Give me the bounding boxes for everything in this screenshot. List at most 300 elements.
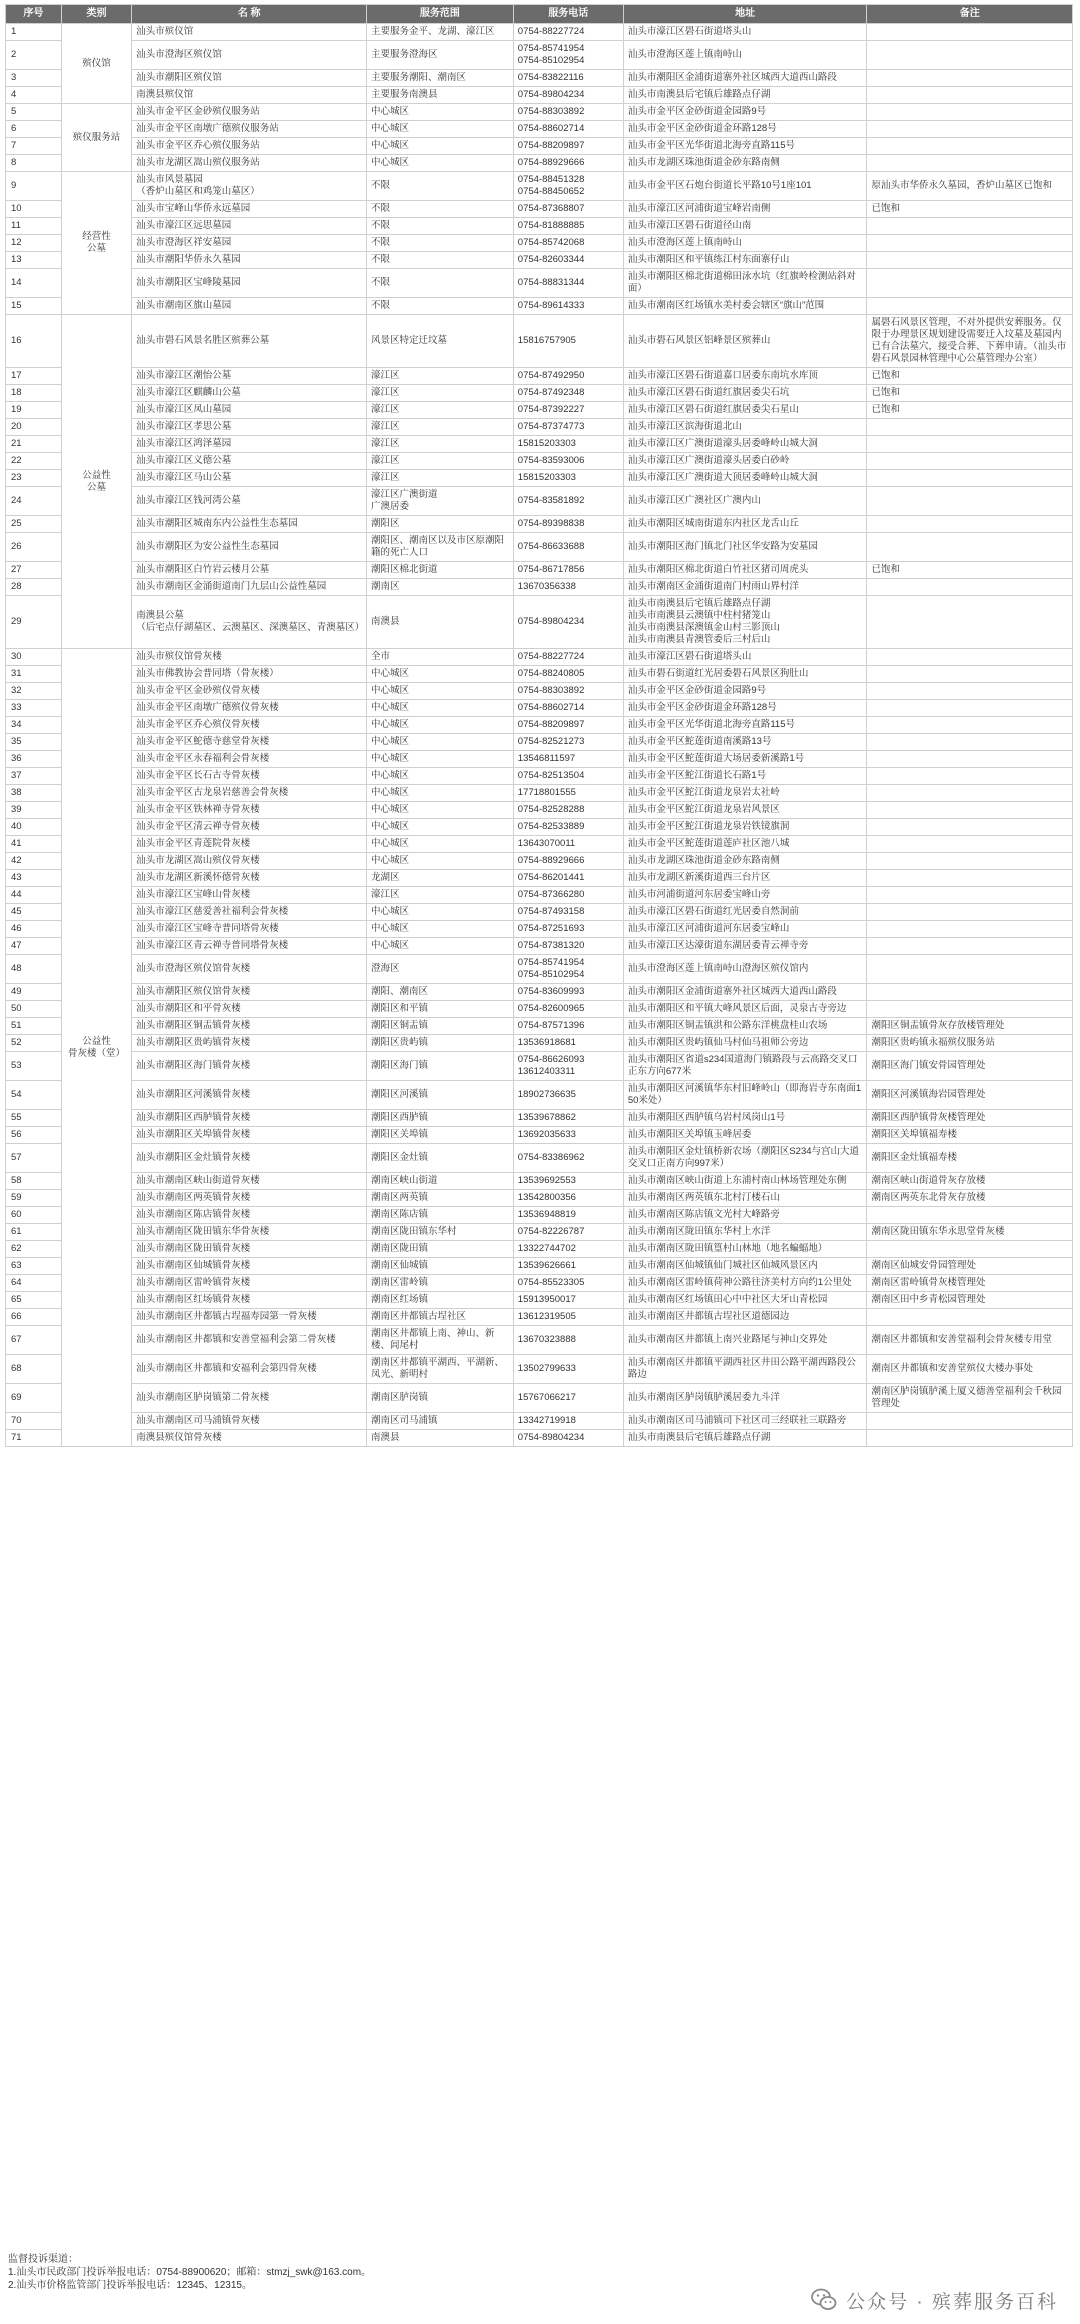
- row-number: 31: [6, 666, 62, 683]
- row-number: 25: [6, 516, 62, 533]
- table-row: [6, 1275, 1073, 1292]
- table-row: [6, 683, 1073, 700]
- service-phone: 0754-83386962: [513, 1144, 623, 1173]
- service-phone: 0754-89804234: [513, 1430, 623, 1447]
- facility-address: 汕头市南澳县后宅镇后雄路点仔湖: [623, 87, 867, 104]
- remark: [867, 768, 1073, 785]
- remark: [867, 436, 1073, 453]
- service-phone: 0754-88929666: [513, 155, 623, 172]
- facility-address: 汕头市濠江区礐石街道塔头山: [623, 24, 867, 41]
- service-scope: 潮南区雷岭镇: [367, 1275, 514, 1292]
- facility-name: 汕头市龙湖区嵩山殡仪服务站: [132, 155, 367, 172]
- service-scope: 潮南区仙城镇: [367, 1258, 514, 1275]
- service-scope: 濠江区: [367, 453, 514, 470]
- facility-name: 汕头市潮阳区和平骨灰楼: [132, 1001, 367, 1018]
- service-phone: 0754-83609993: [513, 984, 623, 1001]
- table-row: [6, 1081, 1073, 1110]
- service-phone: 0754-89614333: [513, 298, 623, 315]
- service-phone: 0754-82600965: [513, 1001, 623, 1018]
- service-scope: 潮阳区西胪镇: [367, 1110, 514, 1127]
- table-row: [6, 201, 1073, 218]
- row-number: 18: [6, 385, 62, 402]
- row-number: 5: [6, 104, 62, 121]
- service-scope: 中心城区: [367, 717, 514, 734]
- facility-address: 汕头市金平区光华街道北海旁直路115号: [623, 138, 867, 155]
- facility-name: 汕头市金平区金砂殡仪骨灰楼: [132, 683, 367, 700]
- facility-name: 汕头市澄海区殡仪馆骨灰楼: [132, 955, 367, 984]
- table-row: [6, 562, 1073, 579]
- facility-name: 汕头市濠江区潮怡公墓: [132, 368, 367, 385]
- facility-name: 汕头市金平区永春福利会骨灰楼: [132, 751, 367, 768]
- service-phone: 0754-81888885: [513, 218, 623, 235]
- service-phone: 0754-87251693: [513, 921, 623, 938]
- service-scope: 南澳县: [367, 1430, 514, 1447]
- facility-address: 汕头市潮南区胪岗镇胪溪居委九斗洋: [623, 1384, 867, 1413]
- facility-address: 汕头市龙湖区珠池街道金砂东路南侧: [623, 853, 867, 870]
- remark: [867, 252, 1073, 269]
- table-row: [6, 533, 1073, 562]
- facility-address: 汕头市南澳县后宅镇后雄路点仔湖: [623, 1430, 867, 1447]
- row-number: 35: [6, 734, 62, 751]
- service-scope: 潮阳区关埠镇: [367, 1127, 514, 1144]
- row-number: 51: [6, 1018, 62, 1035]
- facility-address: 汕头市濠江区达濠街道东湖居委青云禅寺旁: [623, 938, 867, 955]
- service-scope: 龙湖区: [367, 870, 514, 887]
- table-row: [6, 1309, 1073, 1326]
- facility-address: 汕头市金平区鮀江街道龙泉岩铁镜旗洞: [623, 819, 867, 836]
- facility-address: 汕头市金平区金砂街道金环路128号: [623, 121, 867, 138]
- remark: 潮阳区河溪镇海岩园管理处: [867, 1081, 1073, 1110]
- table-row: [6, 579, 1073, 596]
- table-row: [6, 298, 1073, 315]
- row-number: 50: [6, 1001, 62, 1018]
- remark: [867, 904, 1073, 921]
- row-number: 1: [6, 24, 62, 41]
- table-row: [6, 1355, 1073, 1384]
- remark: 潮阳区西胪镇骨灰楼管理处: [867, 1110, 1073, 1127]
- row-number: 14: [6, 269, 62, 298]
- service-phone: 13536948819: [513, 1207, 623, 1224]
- table-body: [6, 24, 1073, 1447]
- service-scope: 中心城区: [367, 836, 514, 853]
- facility-address: 汕头市潮阳区铜盂镇洪和公路东洋桃盘桂山农场: [623, 1018, 867, 1035]
- facility-name: 汕头市潮南区司马浦镇骨灰楼: [132, 1413, 367, 1430]
- remark: [867, 121, 1073, 138]
- remark: [867, 887, 1073, 904]
- service-scope: 不限: [367, 218, 514, 235]
- row-number: 3: [6, 70, 62, 87]
- service-phone: 0754-82226787: [513, 1224, 623, 1241]
- row-number: 4: [6, 87, 62, 104]
- row-number: 21: [6, 436, 62, 453]
- service-phone: 0754-82513504: [513, 768, 623, 785]
- service-phone: 13322744702: [513, 1241, 623, 1258]
- row-number: 55: [6, 1110, 62, 1127]
- service-phone: 13539692553: [513, 1173, 623, 1190]
- service-scope: 全市: [367, 649, 514, 666]
- facility-address: 汕头市濠江区礐石街道红旗居委尖石坑: [623, 385, 867, 402]
- remark: [867, 921, 1073, 938]
- service-scope: 风景区特定迁坟墓: [367, 315, 514, 368]
- service-phone: 13670323888: [513, 1326, 623, 1355]
- service-phone: 13539626661: [513, 1258, 623, 1275]
- funeral-services-table-container: [5, 4, 1073, 1447]
- facility-name: 汕头市潮阳区铜盂镇骨灰楼: [132, 1018, 367, 1035]
- remark: 潮南区峡山街道骨灰存放楼: [867, 1173, 1073, 1190]
- facility-address: 汕头市潮阳区关埠镇玉峰居委: [623, 1127, 867, 1144]
- remark: 潮南区雷岭镇骨灰楼管理处: [867, 1275, 1073, 1292]
- service-scope: 中心城区: [367, 700, 514, 717]
- table-row: [6, 1190, 1073, 1207]
- facility-name: 汕头市金平区清云禅寺骨灰楼: [132, 819, 367, 836]
- service-phone: 0754-88451328 0754-88450652: [513, 172, 623, 201]
- remark: [867, 235, 1073, 252]
- table-row: [6, 1173, 1073, 1190]
- service-scope: 潮阳区金灶镇: [367, 1144, 514, 1173]
- remark: [867, 1413, 1073, 1430]
- facility-address: 汕头市潮南区金涌街道南门村雨山界村洋: [623, 579, 867, 596]
- facility-address: 汕头市潮阳区棉北街道白竹社区猪司周虎头: [623, 562, 867, 579]
- header-phone: 服务电话: [513, 5, 623, 24]
- watermark: [810, 2286, 1058, 2314]
- service-phone: 0754-86626093 13612403311: [513, 1052, 623, 1081]
- table-row: [6, 453, 1073, 470]
- table-row: [6, 751, 1073, 768]
- remark: 已饱和: [867, 201, 1073, 218]
- service-scope: 濠江区: [367, 419, 514, 436]
- category-cell: 殡仪馆: [61, 24, 131, 104]
- service-phone: 0754-89804234: [513, 87, 623, 104]
- row-number: 39: [6, 802, 62, 819]
- service-phone: 0754-87392227: [513, 402, 623, 419]
- row-number: 56: [6, 1127, 62, 1144]
- row-number: 15: [6, 298, 62, 315]
- service-scope: 濠江区: [367, 368, 514, 385]
- row-number: 60: [6, 1207, 62, 1224]
- facility-name: 汕头市潮阳区宝峰陵墓园: [132, 269, 367, 298]
- service-phone: 0754-87368807: [513, 201, 623, 218]
- service-phone: 17718801555: [513, 785, 623, 802]
- row-number: 52: [6, 1035, 62, 1052]
- service-phone: 0754-87374773: [513, 419, 623, 436]
- facility-address: 汕头市礐石街道红光居委礐石风景区狗肚山: [623, 666, 867, 683]
- facility-address: 汕头市潮南区陇田镇篁村山林地（地名蝙蝠地）: [623, 1241, 867, 1258]
- service-phone: 13536918681: [513, 1035, 623, 1052]
- facility-name: 汕头市濠江区青云禅寺普同塔骨灰楼: [132, 938, 367, 955]
- facility-address: 汕头市潮南区陇田镇东华村上水洋: [623, 1224, 867, 1241]
- facility-name: 汕头市宝峰山华侨永远墓园: [132, 201, 367, 218]
- table-row: [6, 1207, 1073, 1224]
- service-phone: 0754-88209897: [513, 717, 623, 734]
- facility-name: 汕头市殡仪馆骨灰楼: [132, 649, 367, 666]
- facility-name: 汕头市濠江区孝思公墓: [132, 419, 367, 436]
- service-scope: 主要服务南澳县: [367, 87, 514, 104]
- row-number: 58: [6, 1173, 62, 1190]
- table-row: [6, 1241, 1073, 1258]
- remark: 潮南区井都镇和安善堂福利会骨灰楼专用堂: [867, 1326, 1073, 1355]
- service-scope: 中心城区: [367, 904, 514, 921]
- remark: [867, 1430, 1073, 1447]
- facility-name: 汕头市潮南区仙城镇骨灰楼: [132, 1258, 367, 1275]
- service-scope: 濠江区: [367, 436, 514, 453]
- facility-address: 汕头市潮南区井都镇平湖西社区井田公路平湖西路段公路边: [623, 1355, 867, 1384]
- row-number: 17: [6, 368, 62, 385]
- facility-address: 汕头市濠江区广澳街道濠头居委峰岭山城大洞: [623, 436, 867, 453]
- service-scope: 澄海区: [367, 955, 514, 984]
- service-phone: 0754-88303892: [513, 683, 623, 700]
- service-scope: 不限: [367, 201, 514, 218]
- facility-address: 汕头市潮南区红场镇田心中中社区大牙山青松园: [623, 1292, 867, 1309]
- remark: 已饱和: [867, 368, 1073, 385]
- remark: [867, 24, 1073, 41]
- facility-name: 南澳县公墓 （后宅点仔湖墓区、云澳墓区、深澳墓区、青澳墓区）: [132, 596, 367, 649]
- facility-address: 汕头市澄海区莲上镇南峙山: [623, 235, 867, 252]
- row-number: 28: [6, 579, 62, 596]
- row-number: 32: [6, 683, 62, 700]
- facility-address: 汕头市南澳县后宅镇后雄路点仔湖 汕头市南澳县云澳镇中柱村猪笼山 汕头市南澳县深澳镇金山村三影顶山 汕头市南澳县青澳管委后三村后山: [623, 596, 867, 649]
- remark: 属礐石风景区管理，不对外提供安葬服务。仅限于办理景区规划建设需要迁入坟墓及墓园内已有合法墓穴，接受合葬、下葬申请。（汕头市礐石风景园林管理中心公墓管理办公室）: [867, 315, 1073, 368]
- service-phone: 13692035633: [513, 1127, 623, 1144]
- row-number: 2: [6, 41, 62, 70]
- facility-name: 汕头市潮阳区殡仪馆骨灰楼: [132, 984, 367, 1001]
- table-row: [6, 904, 1073, 921]
- service-scope: 濠江区: [367, 887, 514, 904]
- facility-address: 汕头市濠江区广澳街道大顶居委峰岭山城大洞: [623, 470, 867, 487]
- service-phone: 0754-88209897: [513, 138, 623, 155]
- remark: [867, 70, 1073, 87]
- remark: [867, 751, 1073, 768]
- table-row: [6, 487, 1073, 516]
- facility-address: 汕头市濠江区礐石街道红旗居委尖石星山: [623, 402, 867, 419]
- facility-name: 汕头市濠江区凤山墓园: [132, 402, 367, 419]
- facility-name: 汕头市金平区乔心殡仪服务站: [132, 138, 367, 155]
- table-row: [6, 87, 1073, 104]
- service-scope: 潮阳区、潮南区以及市区原潮阳籍的死亡人口: [367, 533, 514, 562]
- facility-name: 南澳县殡仪馆: [132, 87, 367, 104]
- table-row: [6, 385, 1073, 402]
- row-number: 13: [6, 252, 62, 269]
- facility-address: 汕头市金平区金砂街道金环路128号: [623, 700, 867, 717]
- facility-address: 汕头市金平区鮀江街道龙泉岩风景区: [623, 802, 867, 819]
- remark: [867, 269, 1073, 298]
- header-scope: 服务范围: [367, 5, 514, 24]
- table-row: [6, 516, 1073, 533]
- service-scope: 濠江区: [367, 470, 514, 487]
- table-row: [6, 1144, 1073, 1173]
- service-phone: 0754-83822116: [513, 70, 623, 87]
- remark: [867, 138, 1073, 155]
- header-category: 类别: [61, 5, 131, 24]
- remark: [867, 853, 1073, 870]
- service-scope: 潮阳区铜盂镇: [367, 1018, 514, 1035]
- facility-name: 汕头市潮阳区贵屿镇骨灰楼: [132, 1035, 367, 1052]
- facility-address: 汕头市濠江区滨海街道北山: [623, 419, 867, 436]
- facility-name: 汕头市潮阳区白竹岩云楼月公墓: [132, 562, 367, 579]
- service-phone: 0754-87381320: [513, 938, 623, 955]
- service-phone: 15815203303: [513, 470, 623, 487]
- facility-name: 汕头市潮南区陇田镇骨灰楼: [132, 1241, 367, 1258]
- facility-name: 汕头市潮阳区西胪镇骨灰楼: [132, 1110, 367, 1127]
- service-scope: 中心城区: [367, 683, 514, 700]
- service-phone: 0754-86633688: [513, 533, 623, 562]
- service-scope: 潮南区红场镇: [367, 1292, 514, 1309]
- facility-name: 汕头市潮阳区殡仪馆: [132, 70, 367, 87]
- remark: [867, 533, 1073, 562]
- service-phone: 0754-85742068: [513, 235, 623, 252]
- row-number: 38: [6, 785, 62, 802]
- service-phone: 0754-89398838: [513, 516, 623, 533]
- service-phone: 0754-83581892: [513, 487, 623, 516]
- facility-address: 汕头市澄海区莲上镇南峙山澄海区殡仪馆内: [623, 955, 867, 984]
- service-scope: 濠江区广澳街道 广澳居委: [367, 487, 514, 516]
- service-scope: 中心城区: [367, 666, 514, 683]
- service-scope: 中心城区: [367, 734, 514, 751]
- facility-name: 汕头市潮南区金涌街道南门九层山公益性墓园: [132, 579, 367, 596]
- facility-address: 汕头市金平区鮀莲街道大场居委新溪路1号: [623, 751, 867, 768]
- table-row: [6, 1258, 1073, 1275]
- remark: [867, 819, 1073, 836]
- service-scope: 不限: [367, 298, 514, 315]
- facility-name: 汕头市潮阳区海门镇骨灰楼: [132, 1052, 367, 1081]
- remark: [867, 104, 1073, 121]
- service-phone: 0754-87492348: [513, 385, 623, 402]
- row-number: 53: [6, 1052, 62, 1081]
- service-phone: 13643070011: [513, 836, 623, 853]
- service-phone: 0754-87493158: [513, 904, 623, 921]
- facility-name: 汕头市濠江区义德公墓: [132, 453, 367, 470]
- facility-name: 汕头市金平区铁林禅寺骨灰楼: [132, 802, 367, 819]
- facility-address: 汕头市潮阳区省道s234国道海门镇路段与云高路交叉口正东方向677米: [623, 1052, 867, 1081]
- header-address: 地址: [623, 5, 867, 24]
- service-phone: 0754-86201441: [513, 870, 623, 887]
- service-scope: 中心城区: [367, 138, 514, 155]
- complaint-line-1: 1.汕头市民政部门投诉举报电话：0754-88900620；邮箱：stmzj_swk@163.com。: [8, 2267, 372, 2278]
- facility-address: 汕头市潮阳区城南街道东内社区龙舌山丘: [623, 516, 867, 533]
- facility-address: 汕头市河浦街道河东居委宝峰山旁: [623, 887, 867, 904]
- service-scope: 潮南区胪岗镇: [367, 1384, 514, 1413]
- remark: [867, 298, 1073, 315]
- facility-address: 汕头市潮阳区河溪镇华东村旧峰岭山（即海岩寺东南面150米处）: [623, 1081, 867, 1110]
- service-phone: 0754-87571396: [513, 1018, 623, 1035]
- remark: 潮南区陇田镇东华永思堂骨灰楼: [867, 1224, 1073, 1241]
- row-number: 44: [6, 887, 62, 904]
- remark: [867, 1309, 1073, 1326]
- table-row: [6, 138, 1073, 155]
- row-number: 66: [6, 1309, 62, 1326]
- service-scope: 中心城区: [367, 802, 514, 819]
- table-row: [6, 121, 1073, 138]
- table-row: [6, 955, 1073, 984]
- service-phone: 0754-88240805: [513, 666, 623, 683]
- facility-address: 汕头市潮阳区棉北街道棉田泳水坑（红旗岭检测站斜对面）: [623, 269, 867, 298]
- service-scope: 中心城区: [367, 938, 514, 955]
- row-number: 67: [6, 1326, 62, 1355]
- table-row: [6, 368, 1073, 385]
- service-phone: 15767066217: [513, 1384, 623, 1413]
- facility-name: 汕头市潮南区红场镇骨灰楼: [132, 1292, 367, 1309]
- header-name: 名 称: [132, 5, 367, 24]
- service-scope: 不限: [367, 172, 514, 201]
- service-scope: 中心城区: [367, 768, 514, 785]
- service-scope: 潮南区陈店镇: [367, 1207, 514, 1224]
- facility-name: 汕头市金平区青莲院骨灰楼: [132, 836, 367, 853]
- remark: [867, 649, 1073, 666]
- row-number: 69: [6, 1384, 62, 1413]
- remark: [867, 41, 1073, 70]
- service-scope: 潮南区井都镇平湖西、平湖新、凤光、新明村: [367, 1355, 514, 1384]
- table-row: [6, 1018, 1073, 1035]
- table-row: [6, 436, 1073, 453]
- remark: [867, 487, 1073, 516]
- row-number: 63: [6, 1258, 62, 1275]
- row-number: 65: [6, 1292, 62, 1309]
- header-remark: 备注: [867, 5, 1073, 24]
- service-scope: 潮阳区河溪镇: [367, 1081, 514, 1110]
- facility-address: 汕头市金平区光华街道北海旁直路115号: [623, 717, 867, 734]
- table-row: [6, 1413, 1073, 1430]
- row-number: 24: [6, 487, 62, 516]
- facility-address: 汕头市澄海区莲上镇南峙山: [623, 41, 867, 70]
- row-number: 7: [6, 138, 62, 155]
- service-scope: 潮阳区棉北街道: [367, 562, 514, 579]
- table-row: [6, 819, 1073, 836]
- service-scope: 潮南区井都镇上南、神山、新楼、闾尾村: [367, 1326, 514, 1355]
- table-row: [6, 887, 1073, 904]
- table-row: [6, 596, 1073, 649]
- facility-name: 汕头市濠江区远思墓园: [132, 218, 367, 235]
- table-row: [6, 1035, 1073, 1052]
- remark: 已饱和: [867, 385, 1073, 402]
- facility-address: 汕头市濠江区广澳社区广澳内山: [623, 487, 867, 516]
- facility-address: 汕头市龙湖区新溪街道西三台片区: [623, 870, 867, 887]
- row-number: 16: [6, 315, 62, 368]
- service-phone: 0754-88831344: [513, 269, 623, 298]
- service-phone: 0754-85741954 0754-85102954: [513, 955, 623, 984]
- service-scope: 中心城区: [367, 853, 514, 870]
- table-row: [6, 768, 1073, 785]
- facility-name: 汕头市濠江区宝峰山骨灰楼: [132, 887, 367, 904]
- facility-address: 汕头市金平区石炮台街道长平路10号1座101: [623, 172, 867, 201]
- facility-name: 汕头市金平区南墩广德殡仪服务站: [132, 121, 367, 138]
- table-row: [6, 402, 1073, 419]
- table-row: [6, 1127, 1073, 1144]
- facility-address: 汕头市金平区金砂街道金园路9号: [623, 104, 867, 121]
- table-row: [6, 1001, 1073, 1018]
- row-number: 57: [6, 1144, 62, 1173]
- table-row: [6, 666, 1073, 683]
- service-phone: 0754-88929666: [513, 853, 623, 870]
- facility-address: 汕头市潮阳区金浦街道寨外社区城西大道西山路段: [623, 984, 867, 1001]
- facility-address: 汕头市濠江区广澳街道濠头居委白砂岭: [623, 453, 867, 470]
- table-row: [6, 853, 1073, 870]
- table-row: [6, 315, 1073, 368]
- service-phone: 13670356338: [513, 579, 623, 596]
- table-row: [6, 419, 1073, 436]
- service-scope: 中心城区: [367, 104, 514, 121]
- service-scope: 不限: [367, 269, 514, 298]
- service-phone: 0754-87366280: [513, 887, 623, 904]
- row-number: 68: [6, 1355, 62, 1384]
- facility-address: 汕头市潮阳区海门镇北门社区华安路为安墓园: [623, 533, 867, 562]
- row-number: 27: [6, 562, 62, 579]
- remark: [867, 1241, 1073, 1258]
- row-number: 71: [6, 1430, 62, 1447]
- service-phone: 0754-82603344: [513, 252, 623, 269]
- row-number: 30: [6, 649, 62, 666]
- row-number: 19: [6, 402, 62, 419]
- facility-name: 汕头市澄海区祥安墓园: [132, 235, 367, 252]
- table-row: [6, 470, 1073, 487]
